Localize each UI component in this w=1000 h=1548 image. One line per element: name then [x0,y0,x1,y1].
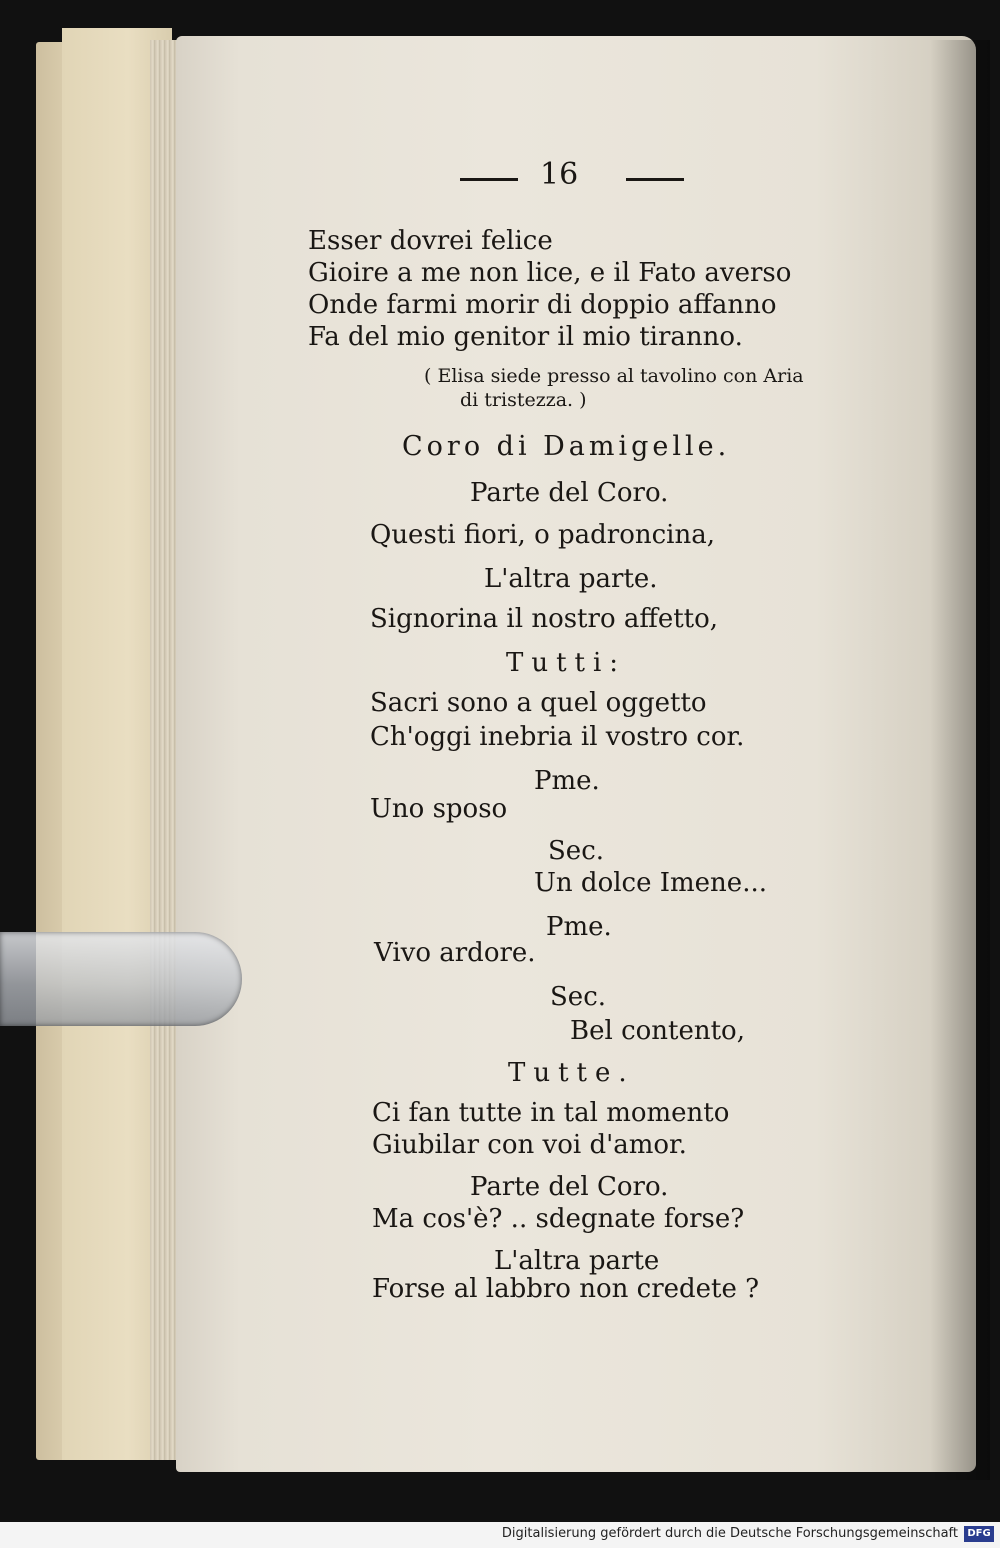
page-number: 16 [540,157,579,192]
speaker-label: Pme. [534,766,600,796]
speaker-label: Pme. [546,912,612,942]
verse-line: Ch'oggi inebria il vostro cor. [370,722,745,752]
page-holder-clip [0,932,242,1026]
verse-line: Gioire a me non lice, e il Fato averso [308,258,792,288]
speaker-label: Parte del Coro. [470,478,669,508]
header-rule-right [626,178,684,181]
verse-line: Fa del mio genitor il mio tiranno. [308,322,743,352]
verse-line: Un dolce Imene... [534,868,767,898]
verse-line: Sacri sono a quel oggetto [370,688,707,718]
speaker-label: Tutti: [506,648,627,678]
book-page [176,36,976,1472]
stage-direction: di tristezza. ) [460,389,587,411]
funding-notice: Digitalisierung gefördert durch die Deutsche Forschungsgemeinschaft [501,1526,958,1541]
verse-line: Ma cos'è? .. sdegnate forse? [372,1204,745,1234]
speaker-label: Tutte. [508,1058,635,1088]
stage-direction: ( Elisa siede presso al tavolino con Aria [424,365,804,387]
verse-line: Esser dovrei felice [308,226,553,256]
page-gutter-shadow [930,40,990,1480]
digitization-footer [0,1522,1000,1548]
verse-line: Questi fiori, o padroncina, [370,520,716,550]
verse-line: Onde farmi morir di doppio affanno [308,290,777,320]
verse-line: Ci fan tutte in tal momento [372,1098,730,1128]
verse-line: Giubilar con voi d'amor. [372,1130,687,1160]
speaker-label: Sec. [550,982,607,1012]
verse-line: Vivo ardore. [374,938,536,968]
header-rule-left [460,178,518,181]
chorus-heading: Coro di Damigelle. [402,431,731,462]
speaker-label: L'altra parte [494,1246,660,1276]
dfg-logo: DFG [964,1526,994,1542]
verse-line: Forse al labbro non credete ? [372,1274,760,1304]
verse-line: Signorina il nostro affetto, [370,604,719,634]
speaker-label: Sec. [548,836,605,866]
verse-line: Uno sposo [370,794,508,824]
verse-line: Bel contento, [570,1016,745,1046]
speaker-label: Parte del Coro. [470,1172,669,1202]
speaker-label: L'altra parte. [484,564,658,594]
